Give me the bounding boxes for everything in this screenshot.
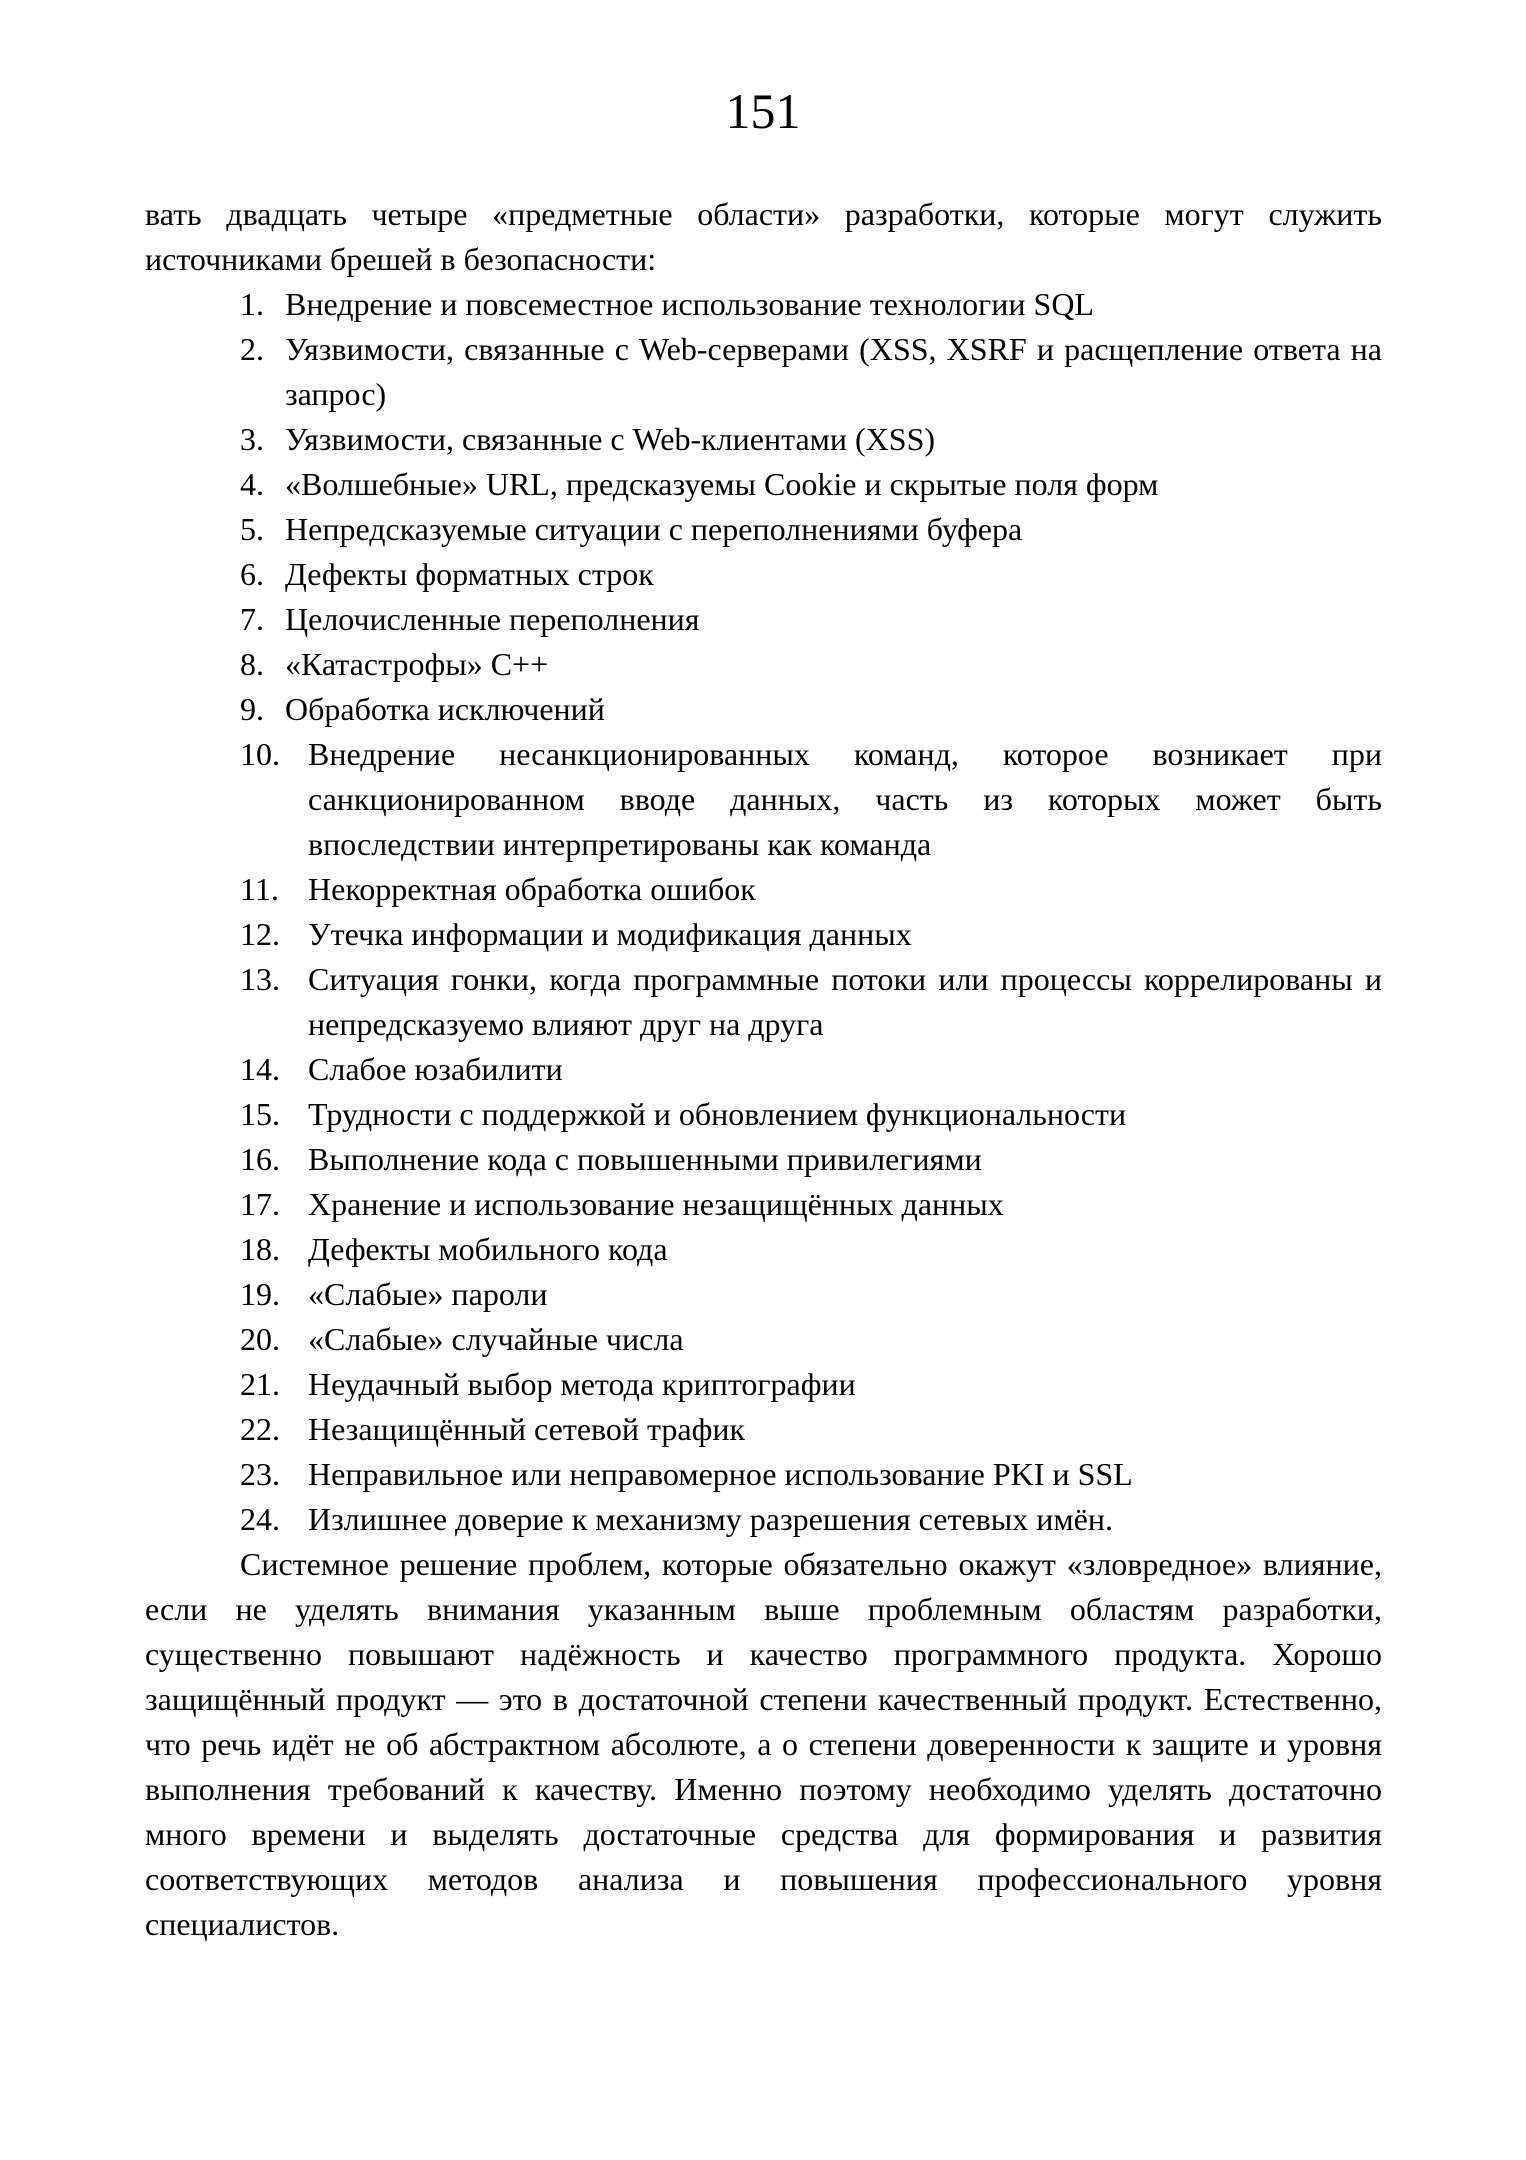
list-item-text: Внедрение несанкционированных команд, которое возникает при санкционированном вводе данных, часть из которых может быть впоследствии интерпретированы как команда (308, 736, 1382, 862)
text-block (145, 192, 1382, 1947)
list-item-number: 7. (240, 601, 264, 637)
closing-paragraph: Системное решение проблем, которые обязательно окажут «зловредное» влияние, если не уделять внимания указанным выше проблемным областям разработки, существенно повышают надёжность и качество программного продукта. Хорошо защищённый продукт — это в достаточной степени качественный продукт. Естественно, что речь идёт не об абстрактном абсолюте, а о степени доверенности к защите и уровня выполнения требований к качеству. Именно поэтому необходимо уделять достаточно много времени и выделять достаточные средства для формирования и развития соответствующих методов анализа и повышения профессионального уровня специалистов. (145, 1546, 1382, 1942)
list-item-number: 1. (240, 286, 264, 322)
list-item-text: «Слабые» случайные числа (308, 1321, 684, 1357)
list-item-text: Непредсказуемые ситуации с переполнениями буфера (285, 511, 1023, 547)
list-item-number: 12. (240, 916, 280, 952)
list-item (145, 1047, 1382, 1092)
list-item-text: Ситуация гонки, когда программные потоки или процессы коррелированы и непредсказуемо влияют друг на друга (308, 961, 1382, 1042)
list-item-number: 10. (240, 736, 280, 772)
list-item (145, 642, 1382, 687)
list-item-number: 2. (240, 331, 264, 367)
list-item (145, 687, 1382, 732)
list-item-number: 19. (240, 1276, 280, 1312)
list-item-text: Излишнее доверие к механизму разрешения сетевых имён. (308, 1501, 1113, 1537)
list-item-number: 18. (240, 1231, 280, 1267)
list-item-text: Дефекты мобильного кода (308, 1231, 668, 1267)
list-item-number: 21. (240, 1366, 280, 1402)
list-item-text: Трудности с поддержкой и обновлением функциональности (308, 1096, 1127, 1132)
list-item-number: 13. (240, 961, 280, 997)
list-item-text: Обработка исключений (285, 691, 605, 727)
list-item-text: Некорректная обработка ошибок (308, 871, 756, 907)
list-item-text: Хранение и использование незащищённых данных (308, 1186, 1004, 1222)
list-item-number: 3. (240, 421, 264, 457)
list-item-text: Уязвимости, связанные с Web-серверами (XSS, XSRF и расщепление ответа на запрос) (285, 331, 1382, 412)
list-item-number: 17. (240, 1186, 280, 1222)
list-item-text: Незащищённый сетевой трафик (308, 1411, 746, 1447)
list-item-number: 23. (240, 1456, 280, 1492)
list-item-number: 22. (240, 1411, 280, 1447)
list-item-text: Дефекты форматных строк (285, 556, 654, 592)
list-item-text: «Слабые» пароли (308, 1276, 548, 1312)
list-item-number: 15. (240, 1096, 280, 1132)
list-item (145, 282, 1382, 327)
list-item-text: Неправильное или неправомерное использование PKI и SSL (308, 1456, 1133, 1492)
list-item (145, 1497, 1382, 1542)
list-item (145, 957, 1382, 1047)
list-item (145, 1092, 1382, 1137)
list-item (145, 507, 1382, 552)
list-item (145, 1137, 1382, 1182)
list-item (145, 912, 1382, 957)
list-item (145, 732, 1382, 867)
list-item-number: 11. (240, 871, 279, 907)
list-item-text: Выполнение кода с повышенными привилегиями (308, 1141, 982, 1177)
list-item (145, 327, 1382, 417)
list-item-number: 20. (240, 1321, 280, 1357)
list-item (145, 1182, 1382, 1227)
list-item (145, 867, 1382, 912)
list-item-number: 16. (240, 1141, 280, 1177)
list-item (145, 1452, 1382, 1497)
list-item-text: Неудачный выбор метода криптографии (308, 1366, 856, 1402)
list-item-number: 24. (240, 1501, 280, 1537)
list-item-number: 5. (240, 511, 264, 547)
list-item (145, 1227, 1382, 1272)
list-item-number: 14. (240, 1051, 280, 1087)
list-item (145, 1272, 1382, 1317)
list-item (145, 417, 1382, 462)
page-number: 151 (725, 83, 801, 139)
list-item (145, 552, 1382, 597)
list-item-text: Утечка информации и модификация данных (308, 916, 912, 952)
list-item (145, 1407, 1382, 1452)
list-item-number: 4. (240, 466, 264, 502)
list-item (145, 597, 1382, 642)
list-item-text: «Волшебные» URL, предсказуемы Cookie и скрытые поля форм (285, 466, 1159, 502)
list-item-text: «Катастрофы» C++ (285, 646, 549, 682)
list-item-text: Уязвимости, связанные с Web-клиентами (XSS) (285, 421, 936, 457)
vulnerability-list (145, 282, 1382, 1542)
list-item-number: 8. (240, 646, 264, 682)
list-item-number: 9. (240, 691, 264, 727)
list-item (145, 1317, 1382, 1362)
list-item-text: Внедрение и повсеместное использование технологии SQL (285, 286, 1094, 322)
list-item-text: Целочисленные переполнения (285, 601, 700, 637)
list-item-text: Слабое юзабилити (308, 1051, 563, 1087)
intro-paragraph: вать двадцать четыре «предметные области» разработки, которые могут служить источниками брешей в безопасности: (145, 196, 1382, 277)
list-item (145, 1362, 1382, 1407)
list-item (145, 462, 1382, 507)
list-item-number: 6. (240, 556, 264, 592)
